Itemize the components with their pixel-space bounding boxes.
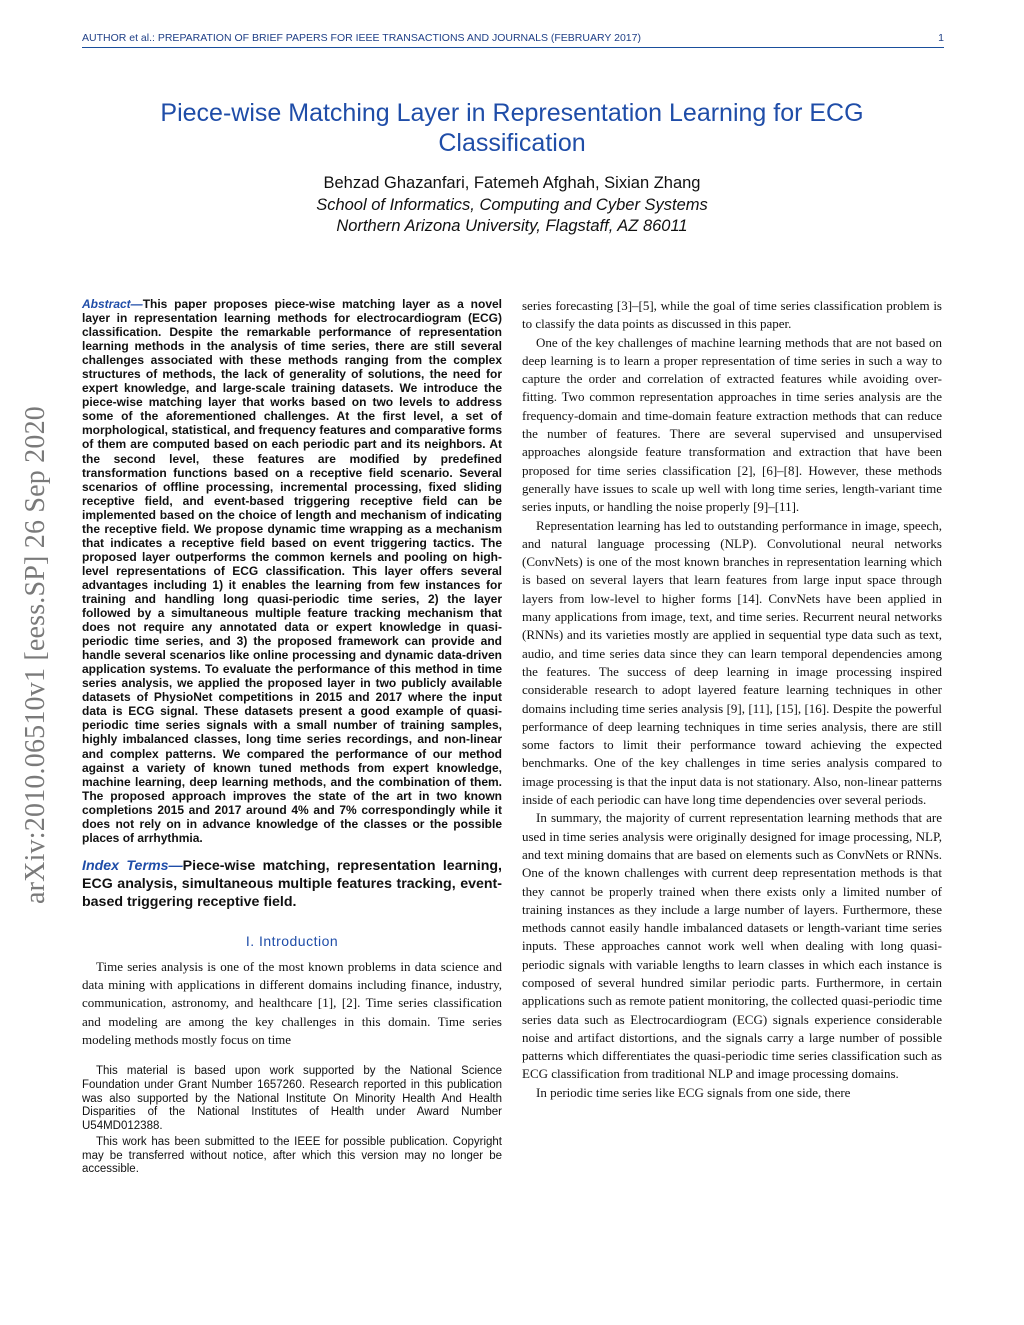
index-terms-text: Piece-wise matching, representation learning, ECG analysis, simultaneous multiple features tracking, event-based triggering receptive field. — [82, 857, 502, 910]
arxiv-side-stamp — [10, 350, 62, 960]
affiliation-university: Northern Arizona University, Flagstaff, AZ 86011 — [336, 217, 688, 235]
paragraph-representation-learning: Representation learning has led to outstanding performance in image, speech, and natural language processing (NLP). Convolutional neural networks (ConvNets) is one of the most known branches in representation learning which is based on several layers that learn features from large input space through layers from low-level to higher forms [14]. ConvNets have been applied in many applications from image, text, and time series. Recurrent neural networks (RNNs) and its varieties mostly are applied in sequential type data such as text, audio, and time series data since they can learn temporal dependencies among the features. The success of deep learning in image processing inspired considerable research to adopt layered feature learning techniques in other domains including time series analysis [9], [11], [15], [16]. Despite the powerful performance of deep learning techniques in time series analysis, there are still some factors to limit their performance toward achieving the expected benchmarks. One of the key challenges in time series analysis compared to image processing is that the input data is not stationary. Also, non-linear patterns inside of each periodic can have long time dependencies over several periods. — [522, 517, 942, 808]
paper-title: Piece-wise Matching Layer in Representation Learning for ECG Classification — [160, 99, 864, 157]
page-number: 1 — [938, 32, 944, 44]
footnote — [82, 1065, 502, 1177]
paragraph-summary: In summary, the majority of current representation learning methods that are used in time series analysis were originally designed for image processing, NLP, and text mining domains that are based on elements such as ConvNets or RNNs. One of the known challenges with current deep representation methods is that they cannot be properly trained when there exists only a limited number of training instances as they include a large number of layers. Furthermore, these methods cannot easily handle imbalanced datasets or length-variant time series inputs. These approaches cannot work well when dealing with long quasi-periodic signals with variable lengths to learn classes in which each instance is composed of several hundred similar periodic parts. Furthermore, in certain applications such as remote patient monitoring, the collected quasi-periodic time series data such as Electrocardiogram (ECG) signals experience considerable noise and artifact distortions, and the signals carry a large number of possible patterns which differentiates the quasi-periodic time series classification such as ECG classification from traditional NLP and image processing domains. — [522, 810, 942, 1082]
arxiv-stamp-text: arXiv:2010.06510v1 [eess.SP] 26 Sep 2020 — [20, 406, 51, 904]
left-column — [82, 297, 502, 1180]
intro-paragraph: Time series analysis is one of the most known problems in data science and data mining with applications in different domains including finance, industry, communication, astronomy, and healthcare [1], [2]. Time series classification and modeling are among the key challenges in this domain. Time series modeling methods mostly focus on time — [82, 958, 502, 1048]
footnote-copyright: This work has been submitted to the IEEE for possible publication. Copyright may be transferred without notice, after which this version may no longer be accessible. — [82, 1136, 502, 1176]
abstract-text: This paper proposes piece-wise matching layer as a novel layer in representation learning methods for electrocardiogram (ECG) classification. Despite the remarkable performance of representation learning methods in the analysis of time series, there are still several challenges associated with these methods ranging from the complex structures of methods, the lack of generality of solutions, the need for expert knowledge, and large-scale training datasets. We introduce the piece-wise matching layer that works based on two levels to address some of the aforementioned challenges. At the first level, a set of morphological, statistical, and frequency features and comparative forms of them are computed based on each periodic part and its neighbors. At the second level, these features are modified by predefined transformation functions based on a receptive field scenario. Several scenarios of offline processing, incremental processing, fixed sliding receptive field, and event-based triggering receptive field can be implemented based on the choice of length and mechanism of indicating the receptive field. We propose dynamic time wrapping as a mechanism that indicates a receptive field based on event triggering tactics. The proposed layer outperforms the common kernels and pooling on high-level representations of ECG classification. This layer offers several advantages including 1) it enables the learning from few instances for training and handling long quasi-periodic time series, 2) the layer followed by a simultaneous multiple feature tracking mechanism that does not require any annotated data or expert knowledge in quasi-periodic time series, and 3) the proposed framework can provide and handle several scenarios like online processing and dynamic data-driven application systems. To evaluate the performance of this method in time series analysis, we applied the proposed layer in two publicly available datasets of PhysioNet competitions in 2015 and 2017 where the input data is ECG signal. These datasets present a good example of quasi-periodic time series signals with a small number of training samples, highly imbalanced classes, long time series recordings, and non-linear and complex patterns. We compared the performance of our method against a variety of known tuned methods from expert knowledge, machine learning, deep learning methods, and the combination of them. The proposed approach improves the state of the art in two known completions 2015 and 2017 around 4% and 7% correspondingly while it does not rely on in advance knowledge of the classes or the possible places of arrhythmia. — [82, 297, 502, 845]
footnote-funding: This material is based upon work supported by the National Science Foundation under Grant Number 1657260. Research reported in this publication was also supported by the National Institute On Minority Health And Health Disparities of the National Institutes of Health under Award Number U54MD012388. — [82, 1065, 502, 1132]
right-column — [522, 297, 942, 1102]
paragraph-key-challenges: One of the key challenges of machine learning methods that are not based on deep learning is to learn a proper representation of time series in such a way to capture the order and correlation of extracted features while avoiding over-fitting. Two common representation approaches in time series analysis are the frequency-domain and time-domain feature extraction methods that can reduce the number of features. There are several supervised and unsupervised approaches alongside feature transformation and extraction that have been proposed for time series classification [2], [6]–[8]. However, these methods generally have issues to scale up well with long time series, length-variant time series inputs, or handling the noise properly [9]–[11]. — [522, 334, 942, 515]
running-header — [82, 31, 944, 48]
index-terms-label: Index Terms— — [82, 857, 183, 874]
running-head-text: AUTHOR et al.: PREPARATION OF BRIEF PAPERS FOR IEEE TRANSACTIONS AND JOURNALS (FEBRUARY 2017) — [82, 32, 641, 44]
affiliation-school: School of Informatics, Computing and Cyber Systems — [316, 195, 708, 214]
author-block — [90, 173, 934, 238]
abstract-label: Abstract— — [82, 297, 143, 311]
index-terms — [82, 857, 502, 911]
section-heading-introduction: I. Introduction — [245, 932, 339, 949]
author-names: Behzad Ghazanfari, Fatemeh Afghah, Sixian Zhang — [323, 174, 701, 192]
paragraph-continuation: series forecasting [3]–[5], while the goal of time series classification problem is to classify the data points as discussed in this paper. — [522, 298, 942, 332]
paragraph-periodic: In periodic time series like ECG signals from one side, there — [536, 1084, 851, 1100]
abstract — [82, 297, 502, 845]
